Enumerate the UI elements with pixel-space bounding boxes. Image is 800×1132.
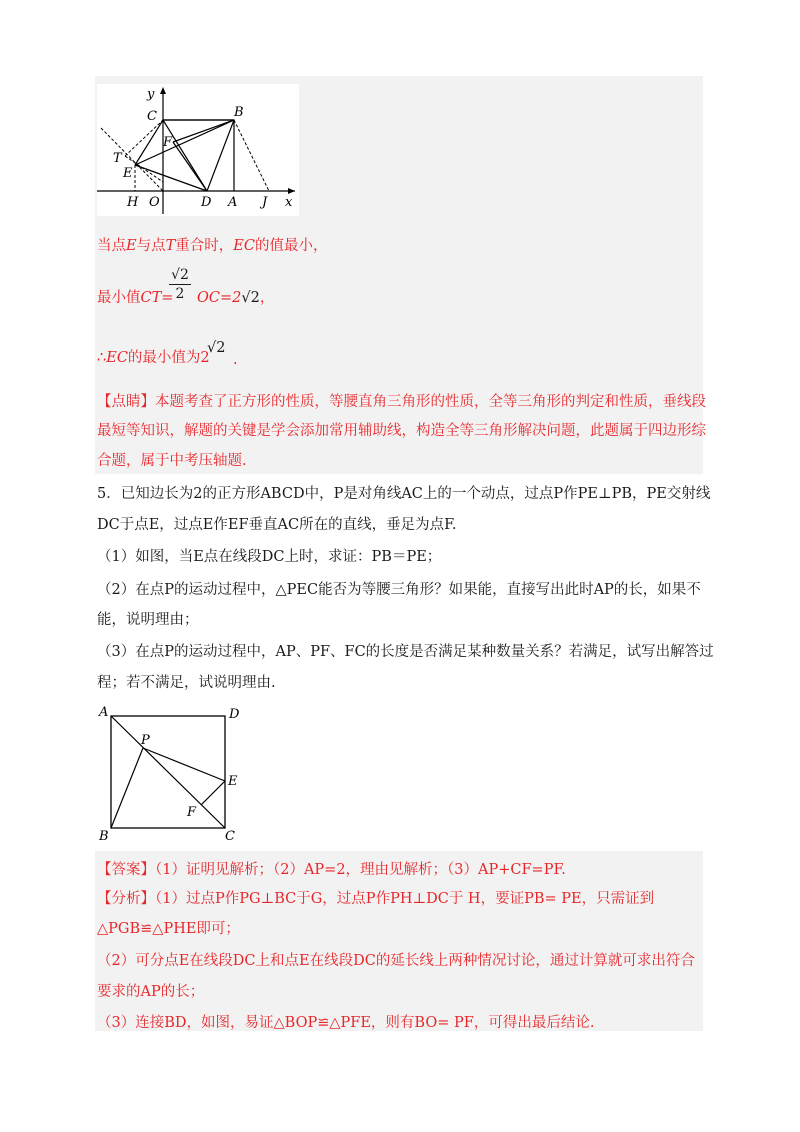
q5-line-7: 程；若不满足，试说明理由. — [97, 675, 276, 691]
fig2-label-A: A — [99, 705, 109, 720]
comma: ， — [259, 290, 275, 306]
text: 的最小值为 — [127, 350, 201, 366]
q5-line-3: （1）如图，当E点在线段DC上时，求证：PB＝PE； — [97, 549, 442, 565]
fig1-label-T: T — [113, 151, 122, 166]
comment-line-1 — [97, 392, 706, 412]
fig1-label-H: H — [127, 195, 139, 210]
fraction-numerator: √2 — [169, 266, 191, 285]
fig1-label-E: E — [123, 166, 133, 181]
text: 重合时， — [175, 238, 234, 254]
fig2-label-P: P — [141, 733, 150, 748]
var-EC: EC — [233, 238, 255, 254]
text: 与点 — [136, 238, 166, 254]
var-E: E — [126, 238, 137, 254]
comment-line-2: 最短等知识，解题的关键是学会添加常用辅助线，构造全等三角形解决问题，此题属于四边形综 — [97, 423, 706, 439]
text: 2 — [200, 350, 210, 366]
analysis-line-4: 要求的AP的长； — [97, 984, 205, 1000]
fig1-label-O: O — [149, 195, 160, 210]
figure-square-ABCD — [97, 702, 247, 844]
figure-coordinate-square — [97, 84, 299, 216]
q5-line-2: DC于点E，过点E作EF垂直AC所在的直线，垂足为点F. — [97, 517, 457, 533]
sqrt2: √2 — [207, 340, 226, 356]
analysis-line-5: （3）连接BD，如图，易证△BOP≌△PFE，则有BO= PF，可得出最后结论. — [97, 1015, 595, 1031]
fig2-label-B: B — [99, 829, 109, 844]
var-CT: CT= — [140, 290, 174, 306]
fraction — [169, 266, 191, 303]
var-T: T — [165, 238, 176, 254]
var-EC: EC — [106, 350, 128, 366]
solution-line-3 — [97, 336, 397, 370]
q5-line-1: 5．已知边长为2的正方形ABCD中，P是对角线AC上的一个动点，过点P作PE⊥PB，PE交射线 — [97, 486, 711, 502]
analysis-tag: 【分析】 — [97, 891, 155, 907]
fig1-label-F: F — [163, 135, 173, 150]
fig2-label-F: F — [187, 805, 197, 820]
therefore: ∴ — [97, 350, 107, 366]
answer-tag: 【答案】 — [97, 862, 155, 878]
var-OC: OC=2 — [197, 290, 242, 306]
text: 的值最小， — [254, 238, 328, 254]
text: 本题考查了正方形的性质，等腰直角三角形的性质，全等三角形的判定和性质，垂线段 — [155, 394, 706, 410]
analysis-line-3: （2）可分点E在线段DC上和点E在线段DC的延长线上两种情况讨论，通过计算就可求出符合 — [97, 953, 695, 969]
analysis-line-1 — [97, 889, 654, 909]
solution-line-2 — [97, 264, 397, 314]
fig2-label-D: D — [229, 707, 240, 722]
fig2-label-E: E — [228, 774, 238, 789]
fig1-label-J: J — [262, 195, 268, 210]
fraction-denominator: 2 — [175, 286, 185, 302]
q5-line-6: （3）在点P的运动过程中，AP、PF、FC的长度是否满足某种数量关系？若满足，试写出解答过 — [97, 644, 714, 660]
period: . — [233, 352, 238, 368]
fig1-label-x: x — [285, 195, 293, 210]
sqrt2: √2 — [241, 290, 260, 306]
fig1-label-y: y — [147, 87, 155, 102]
text: 最小值 — [97, 290, 141, 306]
analysis-line-2: △PGB≌△PHE即可； — [97, 921, 240, 937]
q5-line-5: 能，说明理由； — [97, 612, 199, 628]
answer-text: （1）证明见解析；（2）AP=2，理由见解析；（3）AP+CF=PF. — [155, 862, 566, 878]
solution-line-1 — [97, 236, 327, 256]
comment-line-3: 合题，属于中考压轴题. — [97, 453, 247, 469]
text: （1）过点P作PG⊥BC于G，过点P作PH⊥DC于 H，要证PB= PE，只需证到 — [155, 891, 655, 907]
answer-line — [97, 860, 566, 880]
fig1-label-B: B — [234, 105, 244, 120]
fig1-label-A: A — [228, 195, 238, 210]
text: 当点 — [97, 238, 126, 254]
q5-line-4: （2）在点P的运动过程中，△PEC能否为等腰三角形？如果能，直接写出此时AP的长，如果不 — [97, 582, 701, 598]
fig2-label-C: C — [225, 829, 235, 844]
comment-tag: 【点睛】 — [97, 394, 155, 410]
fig1-label-D: D — [201, 195, 212, 210]
fig1-label-C: C — [147, 109, 157, 124]
